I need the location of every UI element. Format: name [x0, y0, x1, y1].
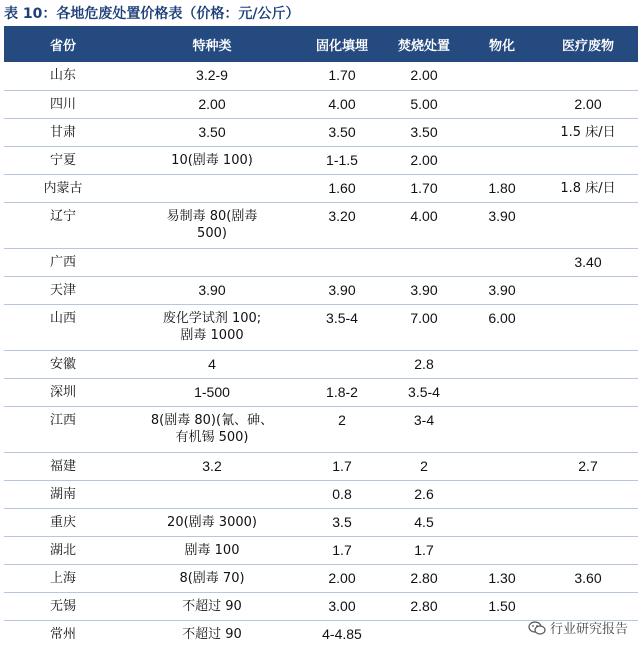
cell-incineration: 3.50: [382, 118, 466, 146]
cell-physicochemical: [466, 378, 538, 406]
cell-landfill: 1.60: [302, 174, 382, 202]
cell-landfill: 2.00: [302, 564, 382, 592]
cell-incineration: 2.00: [382, 146, 466, 174]
cell-special: 剧毒 100: [122, 536, 302, 564]
cell-incineration: 5.00: [382, 90, 466, 118]
cell-landfill: [302, 248, 382, 276]
cell-medical: [538, 62, 638, 90]
cell-medical: 3.40: [538, 248, 638, 276]
cell-physicochemical: [466, 90, 538, 118]
cell-landfill: 1.7: [302, 536, 382, 564]
cell-medical: 2.00: [538, 90, 638, 118]
cell-medical: 1.5 床/日: [538, 118, 638, 146]
cell-incineration: 2: [382, 452, 466, 480]
cell-landfill: 3.5-4: [302, 304, 382, 350]
cell-landfill: 1.7: [302, 452, 382, 480]
table-row: [4, 174, 638, 202]
cell-medical: [538, 508, 638, 536]
cell-incineration: 7.00: [382, 304, 466, 350]
cell-province: 安徽: [4, 350, 122, 378]
cell-incineration: 1.70: [382, 174, 466, 202]
cell-special: [122, 480, 302, 508]
cell-province: 内蒙古: [4, 174, 122, 202]
cell-physicochemical: [466, 480, 538, 508]
cell-incineration: 3.5-4: [382, 378, 466, 406]
cell-landfill: [302, 350, 382, 378]
cell-physicochemical: 1.50: [466, 592, 538, 620]
cell-medical: [538, 378, 638, 406]
cell-medical: [538, 592, 638, 620]
table-row: [4, 564, 638, 592]
cell-incineration: 2.6: [382, 480, 466, 508]
table-row: [4, 146, 638, 174]
table-header-row: [4, 26, 638, 62]
cell-special: 废化学试剂 100; 剧毒 1000: [122, 304, 302, 350]
table-row: [4, 62, 638, 90]
cell-landfill: 1-1.5: [302, 146, 382, 174]
cell-incineration: [382, 620, 466, 648]
cell-medical: 3.60: [538, 564, 638, 592]
cell-physicochemical: [466, 248, 538, 276]
cell-medical: [538, 202, 638, 248]
cell-province: 四川: [4, 90, 122, 118]
cell-landfill: 3.20: [302, 202, 382, 248]
cell-medical: [538, 276, 638, 304]
cell-physicochemical: [466, 146, 538, 174]
cell-incineration: 4.00: [382, 202, 466, 248]
table-row: [4, 276, 638, 304]
table-row: [4, 350, 638, 378]
table-row: [4, 118, 638, 146]
cell-physicochemical: [466, 62, 538, 90]
cell-incineration: 1.7: [382, 536, 466, 564]
cell-medical: 1.8 床/日: [538, 174, 638, 202]
table-title: 表 10：各地危废处置价格表（价格：元/公斤）: [4, 6, 300, 22]
cell-special: 1-500: [122, 378, 302, 406]
cell-physicochemical: [466, 406, 538, 452]
cell-medical: [538, 406, 638, 452]
cell-province: 无锡: [4, 592, 122, 620]
column-header-physicochemical: 物化: [466, 26, 538, 62]
column-header-landfill: 固化填埋: [302, 26, 382, 62]
column-header-incineration: 焚烧处置: [382, 26, 466, 62]
cell-province: 江西: [4, 406, 122, 452]
cell-province: 辽宁: [4, 202, 122, 248]
cell-landfill: 2: [302, 406, 382, 452]
cell-special: 不超过 90: [122, 592, 302, 620]
cell-incineration: [382, 248, 466, 276]
cell-special: 8(剧毒 80)(氰、砷、 有机锡 500): [122, 406, 302, 452]
cell-physicochemical: [466, 350, 538, 378]
cell-special: 10(剧毒 100): [122, 146, 302, 174]
watermark: [528, 618, 628, 637]
cell-special: 4: [122, 350, 302, 378]
cell-medical: [538, 350, 638, 378]
cell-physicochemical: 3.90: [466, 202, 538, 248]
cell-province: 天津: [4, 276, 122, 304]
cell-landfill: 3.00: [302, 592, 382, 620]
table-row: [4, 592, 638, 620]
cell-province: 湖北: [4, 536, 122, 564]
table-row: [4, 480, 638, 508]
cell-province: 常州: [49, 626, 76, 642]
cell-special: 易制毒 80(剧毒 500): [122, 202, 302, 248]
cell-landfill: 3.5: [302, 508, 382, 536]
cell-physicochemical: 6.00: [466, 304, 538, 350]
cell-incineration: 2.80: [382, 592, 466, 620]
column-header-province: 省份: [4, 26, 122, 62]
cell-incineration: 3-4: [382, 406, 466, 452]
cell-medical: [538, 304, 638, 350]
cell-province: 上海: [4, 564, 122, 592]
cell-province: 宁夏: [4, 146, 122, 174]
cell-incineration: 3.90: [382, 276, 466, 304]
cell-special: 3.90: [122, 276, 302, 304]
wechat-icon: [528, 621, 546, 635]
cell-incineration: 2.00: [382, 62, 466, 90]
cell-incineration: 2.80: [382, 564, 466, 592]
cell-special: 3.2: [122, 452, 302, 480]
cell-special: [122, 174, 302, 202]
cell-landfill: 4.00: [302, 90, 382, 118]
cell-physicochemical: 1.80: [466, 174, 538, 202]
cell-landfill: 4-4.85: [322, 625, 362, 642]
cell-medical: [538, 480, 638, 508]
cell-province: 深圳: [4, 378, 122, 406]
cell-special: 8(剧毒 70): [122, 564, 302, 592]
cell-medical: [538, 536, 638, 564]
cell-landfill: 3.50: [302, 118, 382, 146]
cell-province: 湖南: [4, 480, 122, 508]
cell-special: 20(剧毒 3000): [122, 508, 302, 536]
table-row: [4, 90, 638, 118]
table-row: [4, 304, 638, 350]
cell-province: 山西: [4, 304, 122, 350]
cell-province: 广西: [4, 248, 122, 276]
cell-special: 3.50: [122, 118, 302, 146]
cell-physicochemical: 1.30: [466, 564, 538, 592]
cell-physicochemical: [466, 536, 538, 564]
cell-province: 重庆: [4, 508, 122, 536]
cell-landfill: 1.70: [302, 62, 382, 90]
watermark-text: 行业研究报告: [549, 622, 628, 637]
table-row: [4, 202, 638, 248]
cell-physicochemical: [466, 452, 538, 480]
cell-province: 山东: [4, 62, 122, 90]
cell-medical: 2.7: [538, 452, 638, 480]
cell-special: [122, 248, 302, 276]
column-header-special: 特种类: [122, 26, 302, 62]
cell-physicochemical: [466, 508, 538, 536]
cell-landfill: 1.8-2: [302, 378, 382, 406]
cell-landfill: 0.8: [302, 480, 382, 508]
cell-special: 2.00: [122, 90, 302, 118]
table-row: [4, 508, 638, 536]
cell-landfill: 3.90: [302, 276, 382, 304]
table-row: [4, 378, 638, 406]
column-header-medical: 医疗废物: [538, 26, 638, 62]
cell-incineration: 4.5: [382, 508, 466, 536]
price-table: [4, 26, 638, 648]
table-row: [4, 536, 638, 564]
cell-province: 甘肃: [4, 118, 122, 146]
cell-physicochemical: [466, 118, 538, 146]
table-row: [4, 248, 638, 276]
cell-special: 不超过 90: [182, 626, 242, 642]
cell-physicochemical: 3.90: [466, 276, 538, 304]
table-row: [4, 452, 638, 480]
cell-special: 3.2-9: [122, 62, 302, 90]
cell-medical: [538, 146, 638, 174]
table-row: [4, 406, 638, 452]
cell-incineration: 2.8: [382, 350, 466, 378]
cell-province: 福建: [4, 452, 122, 480]
